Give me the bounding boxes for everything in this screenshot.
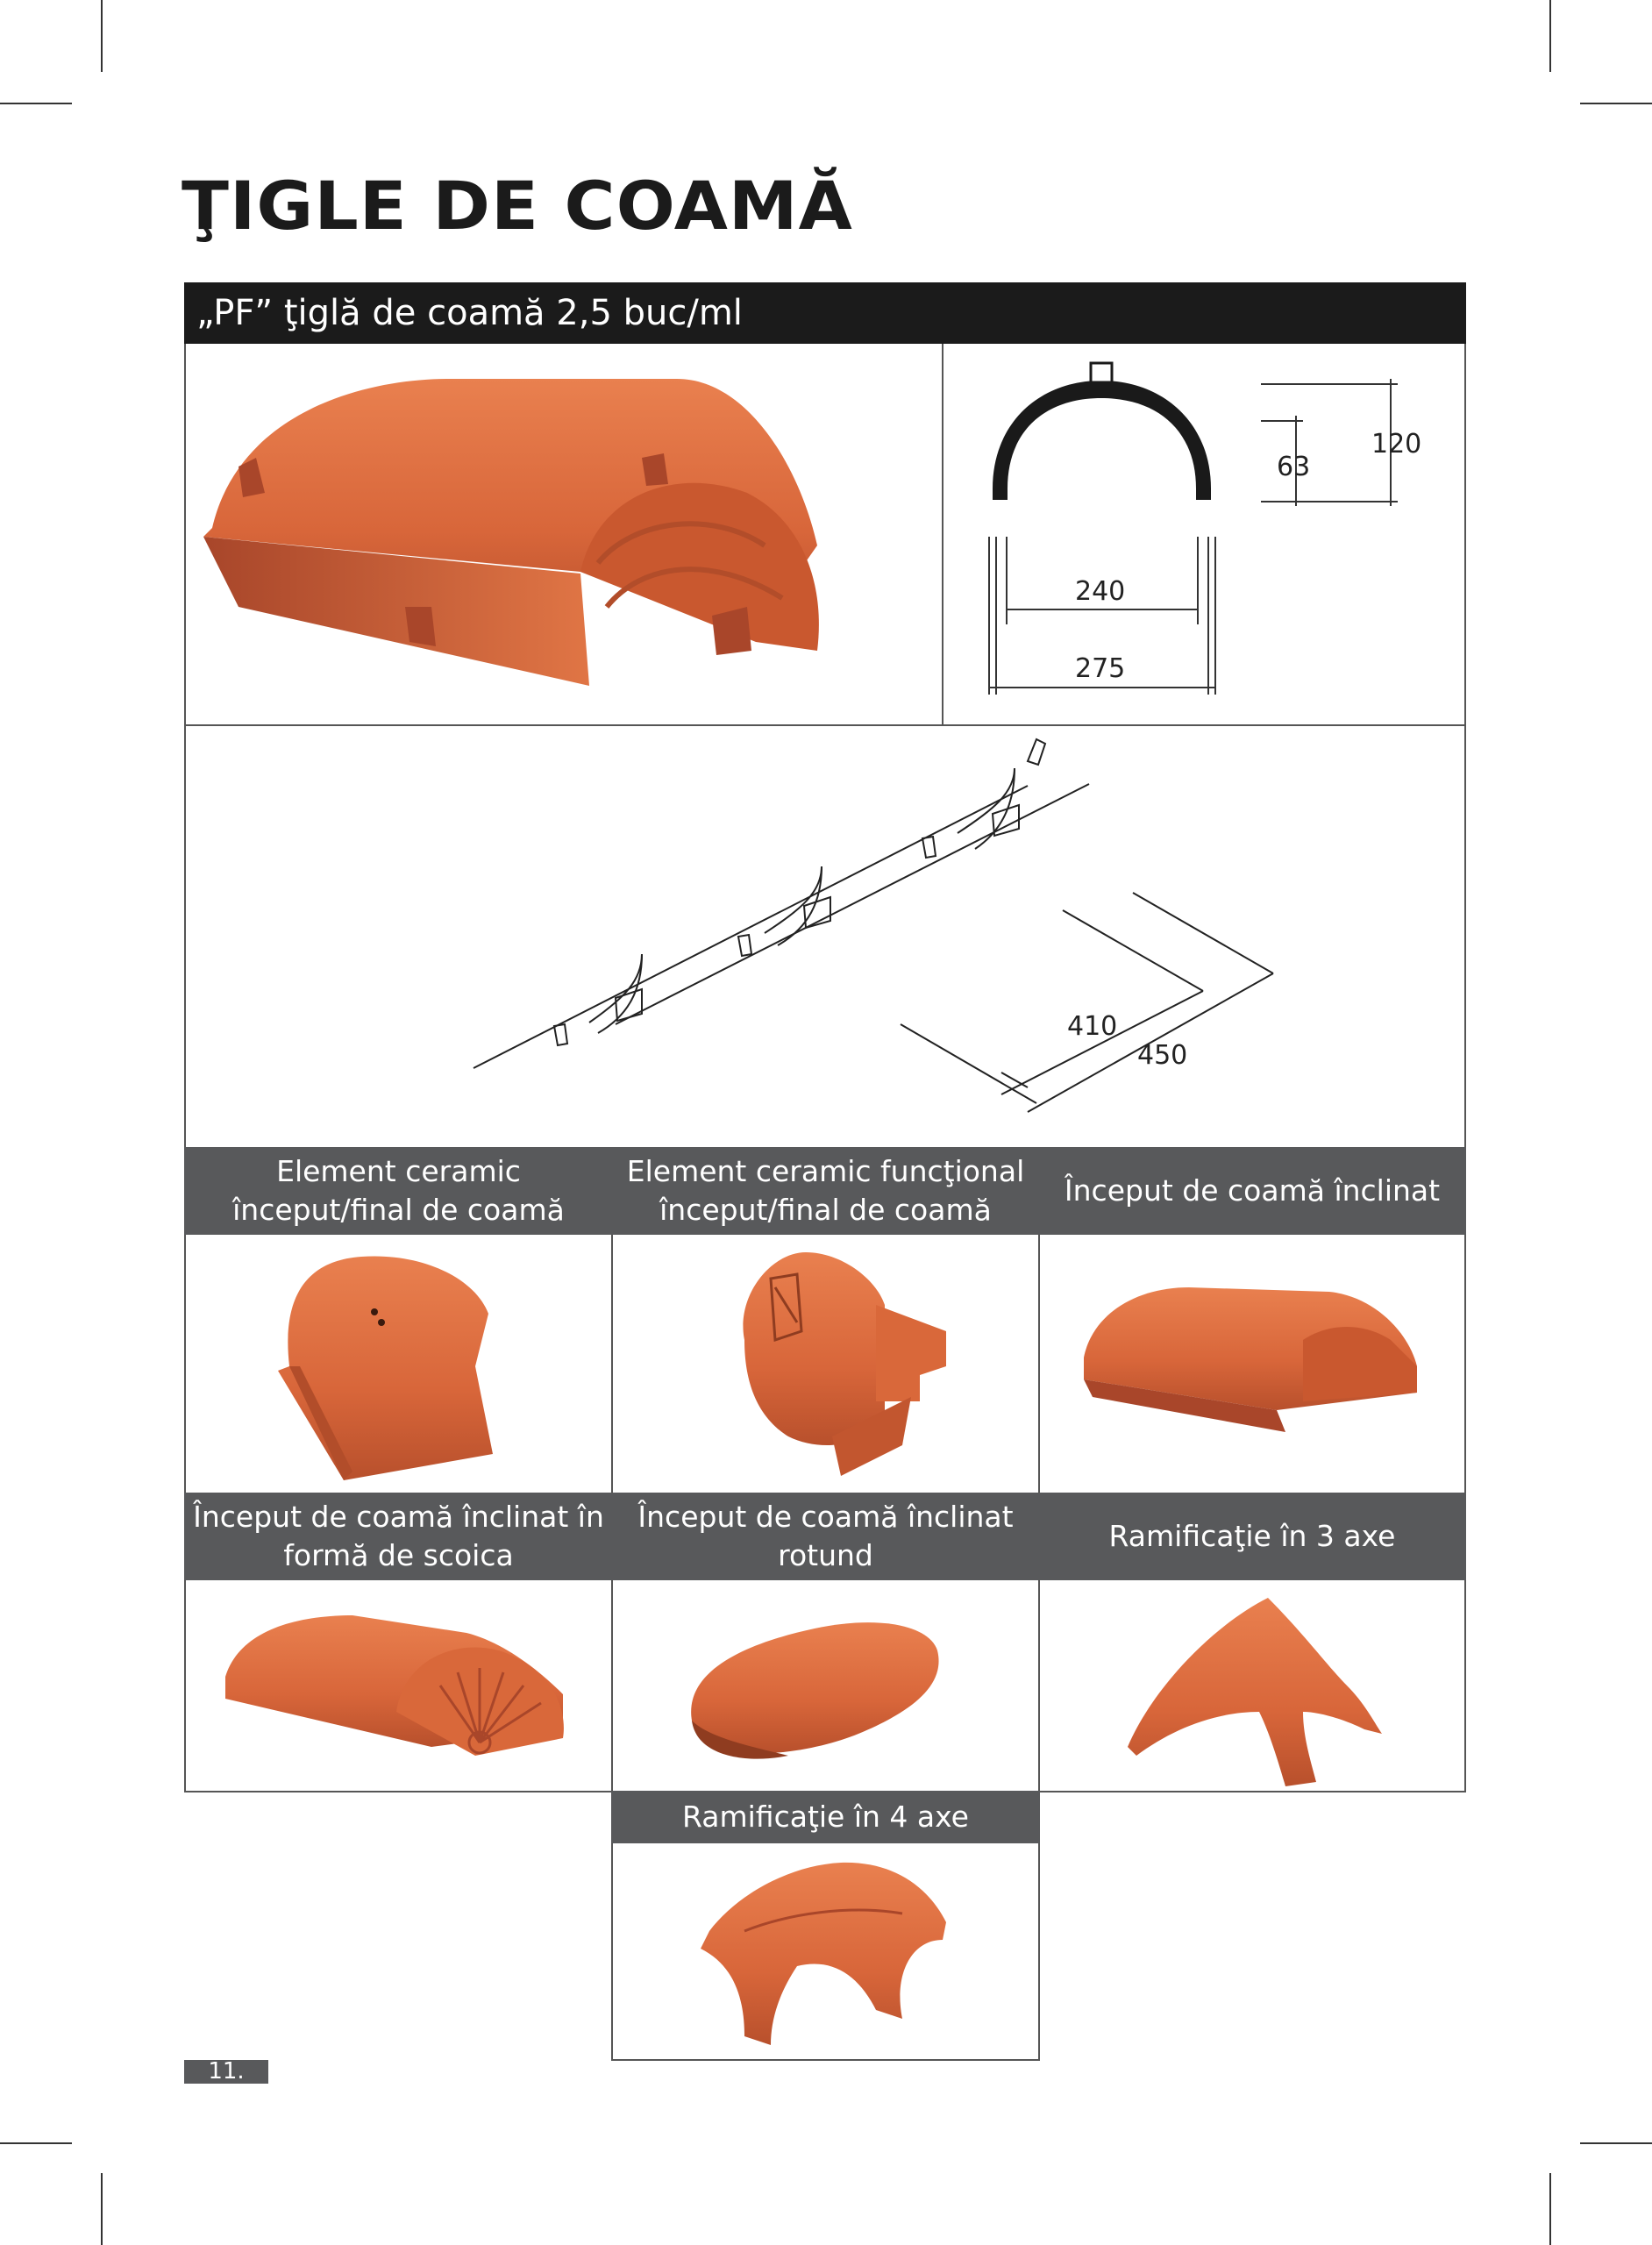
dim-240: 240 — [1075, 576, 1126, 607]
three-way-junction-image — [1040, 1580, 1464, 1791]
dim-450: 450 — [1137, 1040, 1188, 1071]
accessory-label: Element ceramic funcţional început/final de coamă — [611, 1147, 1040, 1235]
accessory-image-cell — [186, 1580, 611, 1791]
accessory-label: Început de coamă înclinat în formă de scoica — [184, 1493, 613, 1580]
page-title: ŢIGLE DE COAMĂ — [182, 167, 853, 245]
ridge-functional-end-image — [613, 1235, 1038, 1493]
accessory-image-cell — [186, 1235, 611, 1493]
ridge-tile-image — [186, 344, 943, 725]
accessory-image-cell — [613, 1235, 1038, 1493]
crop-mark — [1580, 103, 1652, 104]
round-ridge-start-image — [613, 1580, 1038, 1791]
crop-mark — [1580, 2142, 1652, 2144]
crop-mark — [0, 103, 72, 104]
dim-63: 63 — [1277, 452, 1311, 482]
accessory-label: Ramificaţie în 3 axe — [1038, 1493, 1466, 1580]
accessory-label: Început de coamă înclinat — [1038, 1147, 1466, 1235]
ridge-assembly-drawing — [186, 726, 1464, 1147]
accessory-label: Ramificaţie în 4 axe — [611, 1791, 1040, 1843]
crop-mark — [1549, 2173, 1551, 2245]
inclined-ridge-start-image — [1040, 1235, 1464, 1493]
four-way-junction-image — [613, 1843, 1038, 2059]
assembly-drawing-cell — [186, 726, 1464, 1147]
crop-mark — [101, 2173, 103, 2245]
accessory-label: Element ceramic început/final de coamă — [184, 1147, 613, 1235]
crop-mark — [101, 0, 103, 72]
dim-120: 120 — [1371, 429, 1422, 460]
page-number: 11. — [184, 2060, 268, 2084]
profile-drawing-cell — [943, 344, 1464, 725]
ridge-end-cap-image — [186, 1235, 611, 1493]
crop-mark — [0, 2142, 72, 2144]
accessory-image-cell — [1040, 1580, 1464, 1791]
accessory-image-cell — [613, 1580, 1038, 1791]
product-header: „PF” ţiglă de coamă 2,5 buc/ml — [184, 282, 1466, 344]
dim-410: 410 — [1067, 1011, 1118, 1042]
accessory-label: Început de coamă înclinat rotund — [611, 1493, 1040, 1580]
profile-dimension-drawing — [943, 344, 1464, 725]
shell-ridge-start-image — [186, 1580, 611, 1791]
accessory-image-cell — [1040, 1235, 1464, 1493]
dim-275: 275 — [1075, 653, 1126, 684]
accessory-image-cell — [613, 1843, 1038, 2059]
crop-mark — [1549, 0, 1551, 72]
product-photo-cell — [186, 344, 943, 725]
